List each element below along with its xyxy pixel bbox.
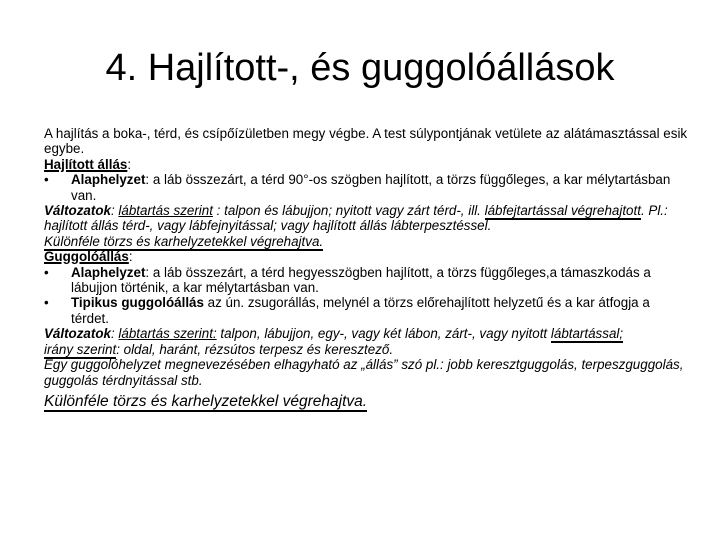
heading-colon: : (127, 156, 132, 172)
variants-text-end: lábtartással; (550, 326, 624, 342)
bullet-dot: • (44, 295, 49, 311)
variants-text-a: : talpon és lábujjon; nyitott vagy zárt térd-, ill. (212, 203, 485, 219)
variants-paragraph-1 (44, 203, 689, 234)
bullet-text: az ún. zsugorállás, melynél a törzs előrehajlított helyzetű és a kar átfogja a térdet. (71, 295, 650, 326)
bullet-tipikus (44, 295, 689, 326)
note-paragraph-2 (44, 392, 689, 412)
bullet-dot: • (44, 172, 49, 188)
variants-label: Változatok (44, 203, 111, 219)
heading-text: Guggolóállás (44, 249, 129, 265)
bullet-alaphelyzet-2 (44, 265, 689, 296)
bullet-label: Tipikus guggolóállás (71, 295, 204, 311)
bullet-text: : a láb összezárt, a térd 90°-os szögben hajlított, a törzs függőleges, a kar mélytartásban van. (71, 172, 671, 203)
variants-text-c: . Pl.: hajlított állás térd-, vagy lábfejnyitással; vagy hajlított állás lábterpesztéssel. (44, 203, 668, 234)
section-heading-hajlitott (44, 157, 689, 172)
heading-text: Hajlított állás (44, 156, 128, 172)
variants-criterion: lábtartás szerint (118, 203, 213, 219)
variants-colon: : (110, 203, 119, 219)
slide-title: 4. Hajlított-, és guggolóállások (105, 47, 615, 89)
variants-colon: : (110, 326, 119, 342)
bullet-alaphelyzet-1 (44, 172, 689, 203)
bullet-label: Alaphelyzet (71, 264, 146, 280)
naming-note: Egy guggolóhelyzet megnevezésében elhagyható az „állás” szó pl.: jobb keresztguggolás, terpeszguggolás, guggolás térdnyitással stb. (44, 357, 684, 388)
bullet-text: : a láb összezárt, a térd hegyesszögben hajlított, a törzs függőleges,a támaszkodás a lábujjon történik, a kar mélytartásban van. (71, 264, 651, 296)
bullet-label: Alaphelyzet (71, 172, 146, 188)
section-heading-guggolo (44, 249, 689, 264)
note-text: Különféle törzs és karhelyzetekkel végrehajtva. (44, 233, 324, 249)
variants-criterion: lábtartás szerint: (118, 326, 217, 342)
note-paragraph-1 (44, 234, 689, 249)
heading-colon: : (128, 249, 133, 265)
variants-text-b: lábfejtartással végrehajtott (484, 203, 641, 219)
slide-body (44, 126, 689, 412)
direction-criterion: irány szerint (44, 341, 117, 357)
variants-paragraph-2 (44, 326, 689, 341)
direction-paragraph (44, 342, 689, 357)
variants-text: talpon, lábujjon, egy-, vagy két lábon, zárt-, vagy nyitott (216, 326, 551, 342)
bullet-dot: • (44, 264, 49, 280)
intro-paragraph: A hajlítás a boka-, térd, és csípőízületben megy végbe. A test súlypontjának vetülete az alátámasztással esik egybe. (44, 126, 688, 157)
variants-label: Változatok (44, 326, 111, 342)
note-text: Különféle törzs és karhelyzetekkel végrehajtva. (44, 392, 368, 410)
direction-text: : oldal, haránt, rézsútos terpesz és keresztező. (116, 341, 394, 357)
